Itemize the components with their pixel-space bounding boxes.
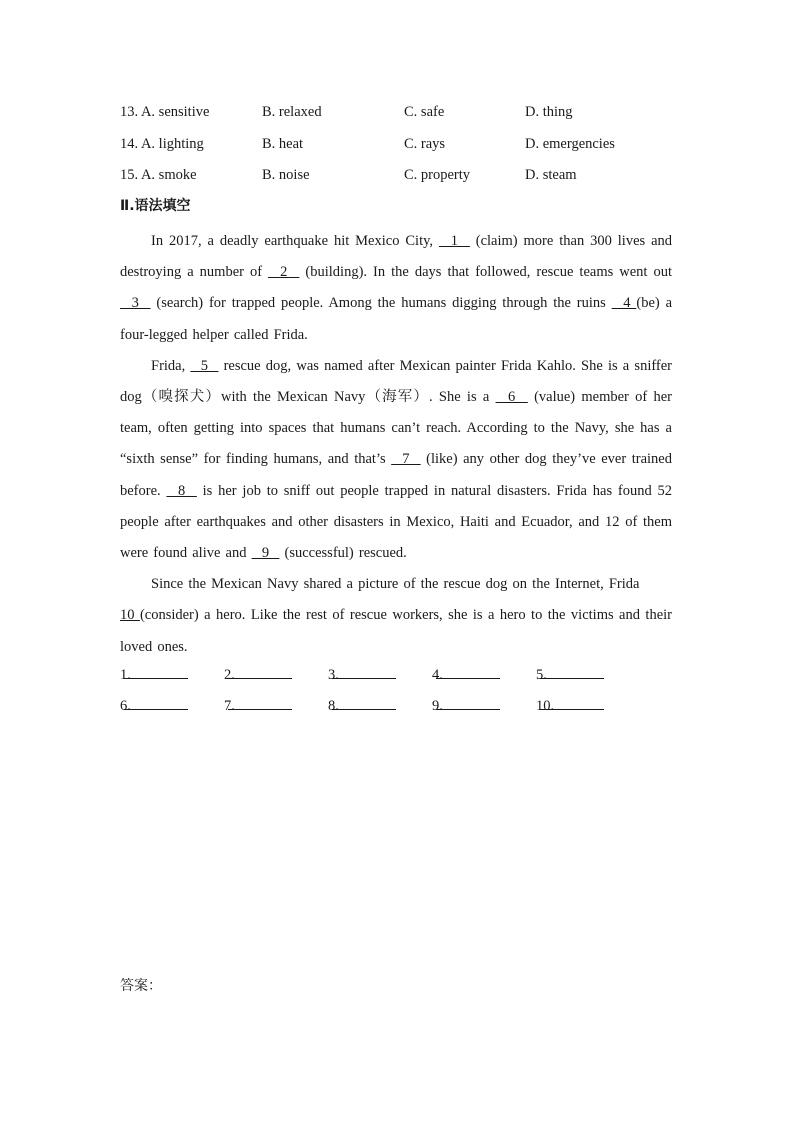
passage-text: (claim) more than 300 lives and destroying a number of [120,233,673,281]
mc-question-13 [120,102,680,122]
option-c: C. rays [404,136,446,152]
answer-line[interactable] [540,695,604,710]
option-c: C. safe [404,104,445,120]
mc-question-15 [120,165,680,185]
answer-line[interactable] [540,664,604,679]
blank-1: 1 [438,233,470,249]
answer-line[interactable] [436,695,500,710]
blank-8: 8 [166,482,197,499]
answer-line[interactable] [124,695,188,710]
answer-line[interactable] [124,664,188,679]
option-a: 15. A. smoke [120,167,197,183]
paragraph-3 [120,569,672,663]
answer-number: 5. [536,667,547,683]
passage-text: In 2017, a deadly earthquake hit Mexico City, [151,233,439,249]
answer-number: 1. [120,667,131,683]
blank-10: 10 [120,607,140,624]
option-c: C. property [404,167,471,183]
blank-5: 5 [190,357,219,374]
option-d: D. thing [525,104,573,120]
answer-number: 7. [224,698,235,714]
answer-line[interactable] [228,695,292,710]
passage-text: is her job to sniff out people trapped in natural disasters. Frida has found 52 people after earthquakes and other disasters in Mexico, Haiti and Ecuador, and 12 of them were found alive and [120,482,673,562]
option-b: B. relaxed [262,104,322,120]
option-a: 14. A. lighting [120,136,204,152]
blank-2: 2 [268,264,300,281]
passage-text: (successful) rescued. [279,545,407,562]
passage-text: Frida, [151,357,191,374]
answer-line[interactable] [332,664,396,679]
answer-number: 4. [432,667,443,683]
option-a: 13. A. sensitive [120,104,210,120]
answer-number: 8. [328,698,339,714]
answer-label: 答案： [120,978,162,994]
answer-number: 9. [432,698,443,714]
blank-9: 9 [251,545,280,562]
passage-text: (value) member of her team, often getting into spaces that humans can’t reach. According to the Navy, she has a “sixth sense” for finding humans, and that’s [120,389,672,468]
blank-7: 7 [391,451,421,468]
passage-text: Since the Mexican Navy shared a picture of the rescue dog on the Internet, Frida [151,576,640,593]
passage [120,226,672,663]
answer-number: 10. [536,698,555,714]
option-b: B. noise [262,167,310,183]
answer-number: 2. [224,667,235,683]
blank-6: 6 [495,389,528,406]
answer-number: 3. [328,667,339,683]
passage-text: rescue dog, was named after Mexican painter Frida Kahlo. She is a sniffer dog（嗅探犬）with the Mexican Navy（海军）. She is a [120,357,673,406]
passage-text: (be) a four-legged helper called Frida. [120,295,673,343]
answer-line[interactable] [332,695,396,710]
paragraph-2 [120,351,672,569]
answer-line[interactable] [228,664,292,679]
paragraph-1 [120,226,672,351]
answer-row-2 [120,695,680,717]
option-d: D. steam [525,167,577,183]
answer-line[interactable] [436,664,500,679]
option-b: B. heat [262,136,304,152]
option-d: D. emergencies [525,136,615,152]
answer-number: 6. [120,698,131,714]
blank-3: 3 [120,295,151,312]
passage-text: (search) for trapped people. Among the humans digging through the ruins [150,295,612,312]
passage-text: (building). In the days that followed, rescue teams went out [299,264,672,281]
passage-text: (like) any other dog they’ve ever trained before. [120,451,672,499]
passage-text: (consider) a hero. Like the rest of rescue workers, she is a hero to the victims and their loved ones. [120,607,672,655]
answer-row-1 [120,664,680,686]
blank-4: 4 [611,295,637,312]
section-title: Ⅱ.语法填空 [120,198,191,214]
mc-question-14 [120,134,680,154]
